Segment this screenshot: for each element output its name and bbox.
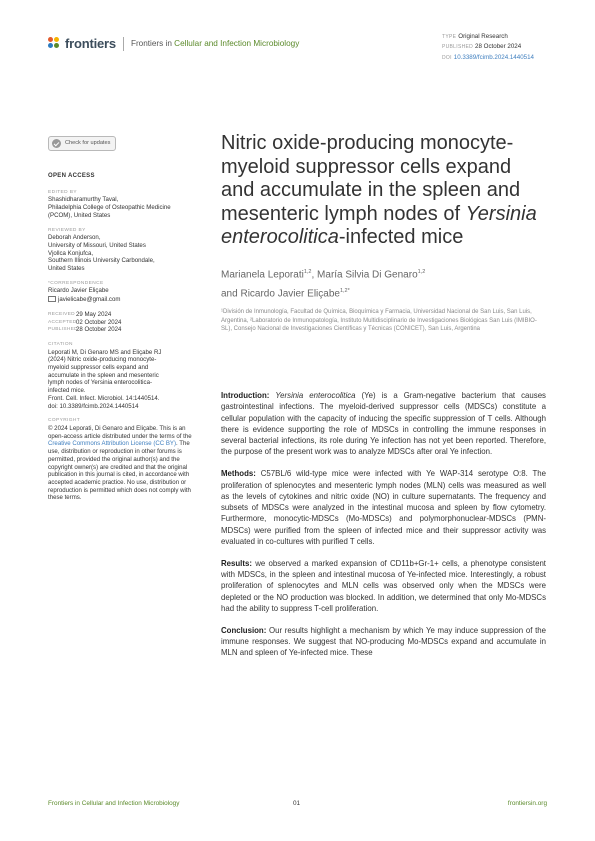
- check-for-updates-button[interactable]: Check for updates: [48, 136, 116, 151]
- logo-divider: [123, 37, 124, 51]
- correspondence-email[interactable]: javielicabe@gmail.com: [48, 295, 198, 304]
- reviewed-by-label: REVIEWED BY: [48, 227, 86, 233]
- abstract-conclusion: Conclusion: Our results highlight a mechanism by which Ye may induce suppression of the immune responses. We suggest that NO-producing Mo-MDSCs expand and accumulate in MLN and spleen of Ye-infected mice. These: [221, 625, 546, 658]
- frontiers-logo[interactable]: [48, 36, 299, 51]
- citation: Leporati M, Di Genaro MS and Eliçabe RJ (2024) Nitric oxide-producing monocyte- myeloid suppressor cells expand and accumulate in the spleen and mesenteric lymph nodes of Yersinia enterocolitica- infected mice. Front. Cell. Infect. Microbiol. 14:1440514. doi: 10.3389/fcimb.2024.1440514: [48, 348, 162, 410]
- abstract-methods: Methods: C57BL/6 wild-type mice were infected with Ye WAP-314 serotype O:8. The proliferation of splenocytes and mesenteric lymph nodes (MLN) cells was measured as well as the levels of cytokines and nitric oxide (NO) in culture supernatants. The frequency and subsets of MDSCs were analyzed in the intestinal mucosa and spleen by flow cytometry. Furthermore, monocytic-MDSCs (Mo-MDSCs) and polymorphonuclear-MDSCs (PMN-MDSCs) were purified from the spleen of infected mice and their suppressor activity was evaluated in co-cultures with purified T cells.: [221, 469, 546, 547]
- edited-by-label: EDITED BY: [48, 189, 77, 195]
- affiliations: ¹División de Inmunología, Facultad de Química, Bioquímica y Farmacia, Universidad Nacional de San Luis, San Luis, Argentina, ²Laboratorio de Inmunopatología, Instituto Multidisciplinario de Investigaciones Biológicas San Luis (IMIBIO-SL), Consejo Nacional de Investigaciones Científicas y Técnicas (CONICET), San Luis, Argentina: [221, 309, 537, 333]
- article-header: [221, 132, 546, 334]
- dates: RECEIVED 29 May 2024 ACCEPTED 02 October 2024 PUBLISHED 28 October 2024: [48, 310, 122, 334]
- author-name: Ricardo Javier Eliçabe: [240, 288, 340, 300]
- correspondence-label: *CORRESPONDENCE: [48, 280, 104, 286]
- check-icon: [52, 139, 61, 148]
- footer-site-link[interactable]: frontiersin.org: [507, 800, 547, 807]
- article-meta: TYPE Original Research PUBLISHED 28 October 2024 DOI 10.3389/fcimb.2024.1440514: [442, 33, 534, 61]
- author-name: María Silvia Di Genaro: [317, 268, 418, 280]
- page-footer: [48, 800, 547, 807]
- author-name: Marianela Leporati: [221, 268, 304, 280]
- copyright-text: © 2024 Leporati, Di Genaro and Eliçabe. This is an open-access article distributed under the terms of the Creative Commons Attribution License (CC BY). The use, distribution or reproduction in other forums is permitted, provided the original author(s) and the copyright owner(s) are credited and that the original publication in this journal is cited, in accordance with accepted academic practice. No use, distribution or reproduction is permitted which does not comply with these terms.: [48, 424, 192, 502]
- open-access-label: OPEN ACCESS: [48, 173, 95, 179]
- abstract-results: Results: we observed a marked expansion of CD11b+Gr-1+ cells, a phenotype consistent with MDSCs, in the spleen and intestinal mucosa of Ye-infected mice. Interestingly, a robust proliferation of splenocytes and MLN cells was observed only when the MDSCs were depleted or the NO production was blocked. In addition, we determined that only Mo-MDSCs had the ability to suppress T-cell proliferation.: [221, 558, 546, 614]
- license-link[interactable]: Creative Commons Attribution License (CC BY): [48, 440, 177, 448]
- published-date-sidebar: 28 October 2024: [76, 326, 122, 334]
- journal-name[interactable]: Frontiers in Cellular and Infection Microbiology: [130, 39, 300, 48]
- article-type: Original Research: [458, 33, 508, 40]
- accepted-date: 02 October 2024: [76, 318, 122, 326]
- page-number: 01: [293, 800, 301, 807]
- citation-label: CITATION: [48, 341, 73, 347]
- article-title: Nitric oxide-producing monocyte-myeloid suppressor cells expand and accumulate in the spleen and mesenteric lymph nodes of Yersinia enterocolitica-infected mice: [221, 132, 537, 248]
- logo-text: frontiers: [65, 36, 116, 51]
- reviewed-by: Deborah Anderson, University of Missouri, United States Vjollca Konjufca, Southern Illinois University Carbondale, United States: [48, 234, 155, 273]
- sidebar: [48, 136, 198, 502]
- mail-icon: [48, 296, 56, 302]
- page-header: [48, 34, 548, 64]
- edited-by: Shashidharamurthy Taval, Philadelphia College of Osteopathic Medicine (PCOM), United States: [48, 196, 171, 219]
- abstract: [221, 390, 546, 669]
- abstract-introduction: Introduction: Yersinia enterocolitica (Ye) is a Gram-negative bacterium that causes gastrointestinal infections. The myeloid-derived suppressor cells (MDSCs) constitute a cellular population with the capacity of inducing the specific suppression of T cells. Although there is evidence supporting the role of MDSCs in controlling the immune responses in several bacterial infections, its role during Ye infection has not yet been reported. Therefore, the purpose of the present work was to analyze MDSCs after oral Ye infection.: [221, 391, 546, 457]
- footer-journal[interactable]: Frontiers in Cellular and Infection Microbiology: [48, 800, 180, 807]
- published-date: 28 October 2024: [475, 43, 522, 51]
- copyright-label: COPYRIGHT: [48, 418, 81, 424]
- doi-link[interactable]: 10.3389/fcimb.2024.1440514: [453, 53, 534, 61]
- frontiers-logo-icon: [48, 37, 61, 50]
- correspondence-name: Ricardo Javier Eliçabe: [48, 287, 109, 295]
- author-list: Marianela Leporati$^{1,2}$, María Silvia Di Genaro$^{1,2}$ and Ricardo Javier Eliçabe$^{1,2*}$: [221, 268, 426, 300]
- received-date: 29 May 2024: [76, 310, 112, 318]
